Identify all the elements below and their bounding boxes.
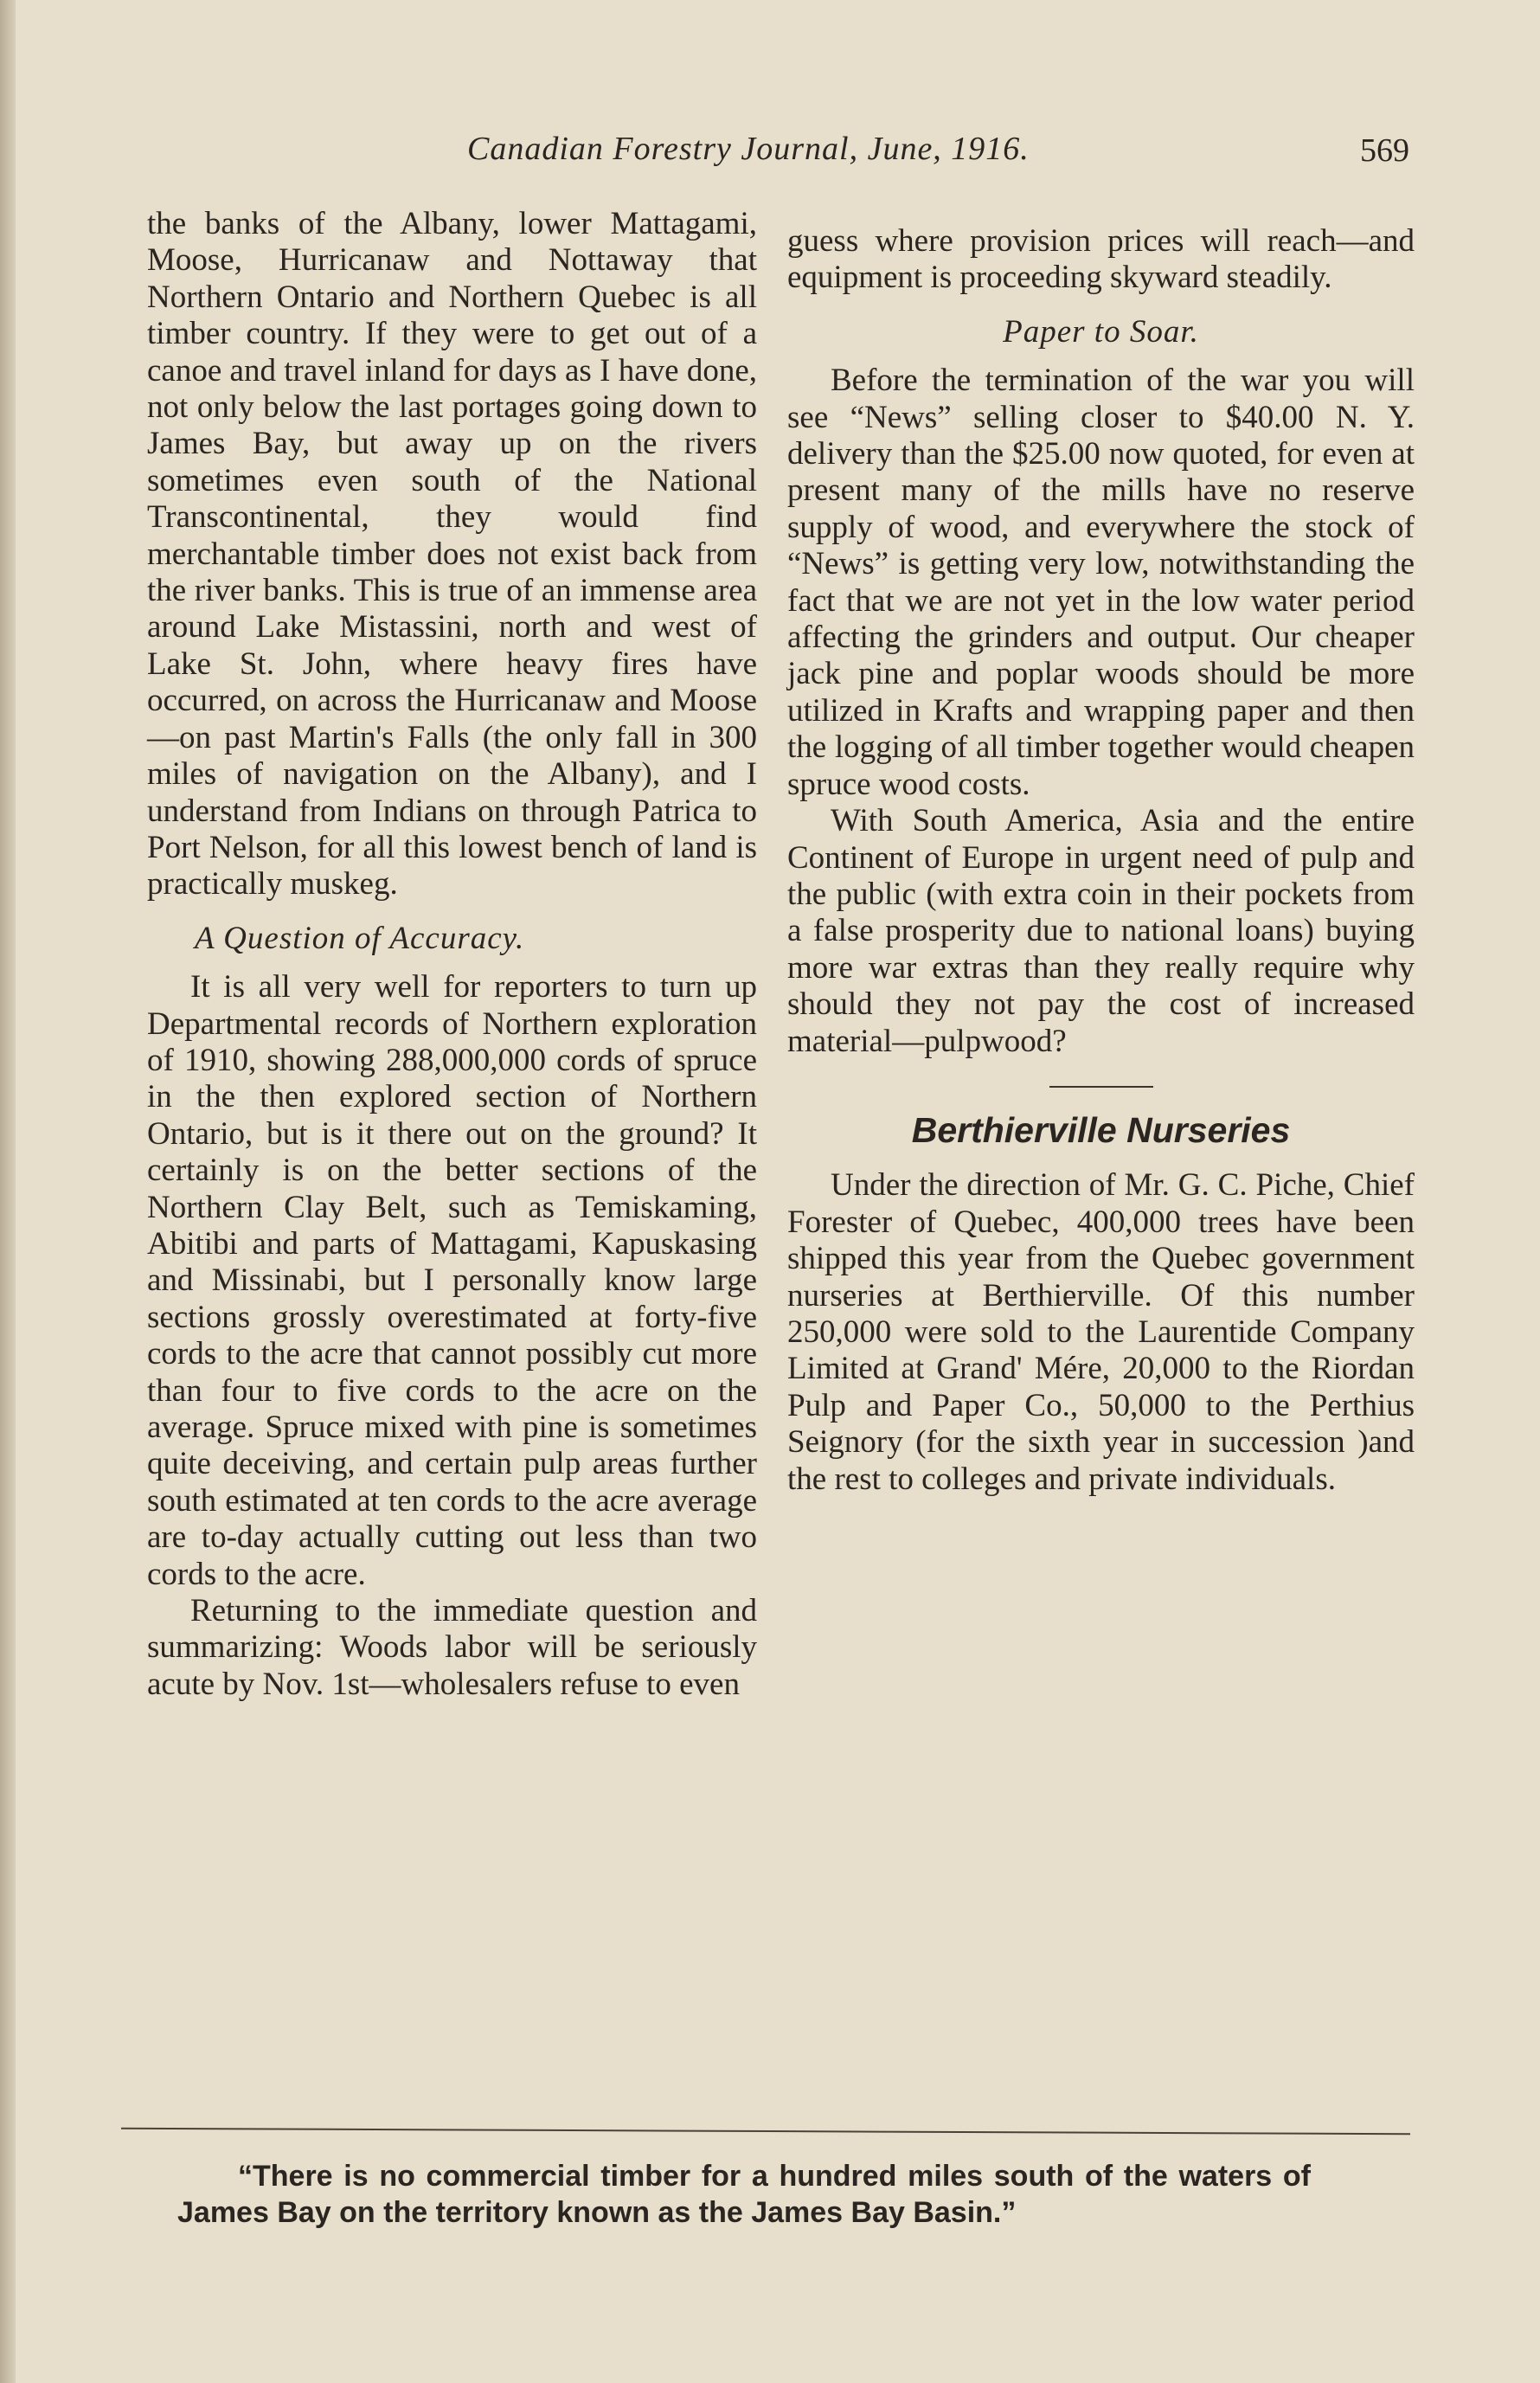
running-head: Canadian Forestry Journal, June, 1916. [467, 131, 1030, 167]
footer-rule [121, 2128, 1410, 2136]
footer-quote: “There is no commercial timber for a hundred miles south of the waters of James Bay on the territory known as the James Bay Basin.” [177, 2160, 1311, 2229]
right-paragraph-3: With South America, Asia and the entire Continent of Europe in urgent need of pulp and the public (with extra coin in their pockets from a false prosperity due to national loans) buying more war extras than they really require why should they not pay the cost of increased material—pulpwood? [787, 803, 1415, 1059]
left-paragraph-2: It is all very well for reporters to turn up Departmental records of Northern exploration of 1910, showing 288,000,000 cords of spruce in the then explored section of Northern Ontario, but is it there out on the ground? It certainly is on the better sections of the Northern Clay Belt, such as Temiskaming, Abitibi and parts of Mattagami, Kapuskasing and Missinabi, but I personally know large sections grossly overestimated at forty-five cords to the acre that cannot possibly cut more than four to five cords to the acre on the average. Spruce mixed with pine is sometimes quite deceiving, and certain pulp areas further south estimated at ten cords to the acre average are to-day actually cutting out less than two cords to the acre. [147, 969, 757, 1592]
left-paragraph-1: the banks of the Albany, lower Mattagami, Moose, Hurricanaw and Nottaway that Northern Ontario and Northern Quebec is all timber country. If they were to get out of a canoe and travel inland for days as I have done, not only below the last portages going down to James Bay, but away up on the rivers sometimes even south of the National Transcontinental, they would find merchantable timber does not exist back from the river banks. This is true of an immense area around Lake Mistassini, north and west of Lake St. John, where heavy fires have occurred, on across the Hurricanaw and Moose—on past Martin's Falls (the only fall in 300 miles of navigation on the Albany), and I understand from Indians on through Patrica to Port Nelson, for all this lowest bench of land is practically muskeg. [147, 206, 757, 902]
right-paragraph-4: Under the direction of Mr. G. C. Piche, Chief Forester of Quebec, 400,000 trees have been shipped this year from the Quebec government nurseries at Berthierville. Of this number 250,000 were sold to the Laurentide Company Limited at Grand' Mére, 20,000 to the Riordan Pulp and Paper Co., 50,000 to the Perthius Seignory (for the sixth year in succession )and the rest to colleges and private individuals. [787, 1167, 1415, 1497]
page-header [0, 130, 1540, 182]
section-divider [1049, 1086, 1153, 1088]
section-title-question-of-accuracy: A Question of Accuracy. [195, 920, 525, 956]
left-paragraph-3: Returning to the immediate question and summarizing: Woods labor will be seriously acute by Nov. 1st—wholesalers refuse to even [147, 1593, 757, 1702]
page-binding-edge [0, 0, 16, 2383]
article-title-berthierville-nurseries: Berthierville Nurseries [911, 1109, 1291, 1150]
right-paragraph-1: guess where provision prices will reach—and equipment is proceeding skyward steadily. [787, 223, 1415, 296]
page-number: 569 [1360, 132, 1409, 169]
right-paragraph-2: Before the termination of the war you will see “News” selling closer to $40.00 N. Y. delivery than the $25.00 now quoted, for even at present many of the mills have no reserve supply of wood, and everywhere the stock of “News” is getting very low, notwithstanding the fact that we are not yet in the low water period affecting the grinders and output. Our cheaper jack pine and poplar woods should be more utilized in Krafts and wrapping paper and then the logging of all timber together would cheapen spruce wood costs. [787, 363, 1415, 802]
section-title-paper-to-soar: Paper to Soar. [1003, 313, 1199, 350]
right-column [787, 223, 1415, 1498]
left-column [147, 206, 757, 1703]
